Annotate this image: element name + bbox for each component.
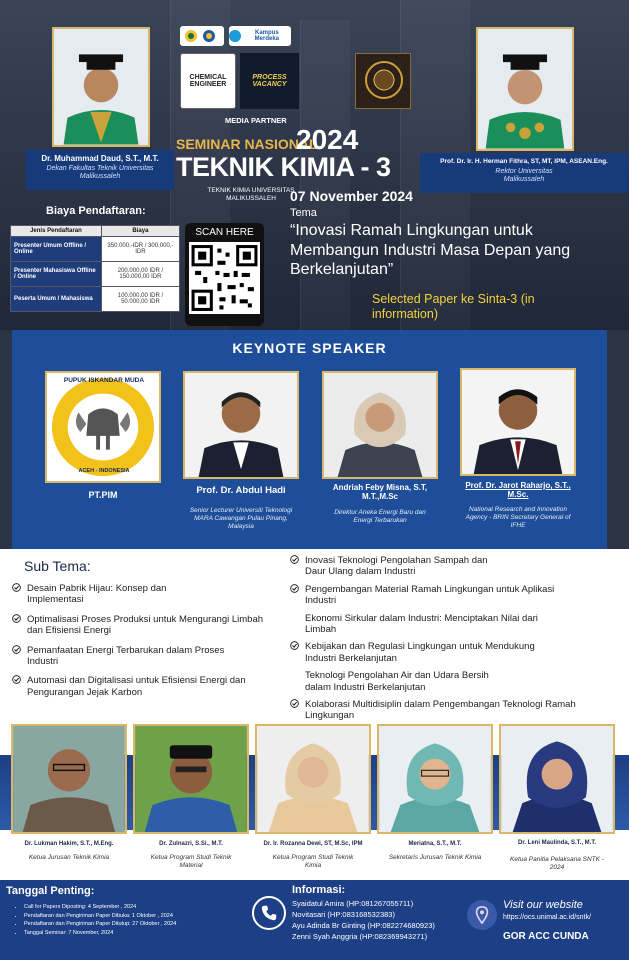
check-circle-icon bbox=[12, 614, 21, 623]
subtema-text: Kebijakan dan Regulasi Lingkungan untuk Mendukung Industri Berkelanjutan bbox=[305, 641, 535, 664]
subtema-text: Pemanfaatan Energi Terbarukan dalam Proses Industri bbox=[27, 644, 225, 667]
website-link[interactable]: https://ocs.unimal.ac.id/sntk/ bbox=[503, 914, 591, 921]
speaker-logo-pim bbox=[45, 371, 161, 483]
person-avatar-icon bbox=[379, 726, 491, 832]
check-circle-icon bbox=[12, 583, 21, 592]
fee-cost: 100.000,00 IDR / 50.000,00 IDR bbox=[101, 287, 179, 312]
official-label-rektor bbox=[420, 153, 628, 193]
subtema-text: Teknologi Pengolahan Air dan Udara Bersih dalam Industri Berkelanjutan bbox=[305, 670, 489, 693]
person-avatar-icon bbox=[135, 726, 247, 832]
list-item: • Pendaftaran dan Pengiriman Paper Dibuka: 1 Oktober , 2024 bbox=[24, 912, 236, 921]
phone-handset-icon bbox=[260, 904, 278, 922]
contact-item[interactable]: Syaidatul Amira (HP:081267055711) bbox=[292, 899, 414, 908]
list-item bbox=[290, 584, 590, 607]
media-partner-label: MEDIA PARTNER bbox=[225, 116, 287, 125]
subtema-text: Inovasi Teknologi Pengolahan Sampah dan Daur Ulang dalam Industri bbox=[305, 555, 488, 578]
person-avatar-icon bbox=[501, 726, 613, 832]
contact-list bbox=[292, 899, 435, 943]
fees-table bbox=[10, 225, 180, 312]
speaker-photo bbox=[183, 371, 299, 479]
committee-name: Dr. Lukman Hakim, S.T., M.Eng. bbox=[24, 841, 114, 847]
committee-role: Ketua Panitia Pelaksana SNTK - 2024 bbox=[510, 856, 604, 871]
list-item bbox=[290, 699, 590, 722]
event-title: TEKNIK KIMIA - 3 bbox=[176, 152, 391, 182]
pim-logo-text: PUPUK ISKANDAR MUDA bbox=[63, 377, 145, 384]
committee-role: Ketua Program Studi Teknik Material bbox=[150, 854, 232, 869]
selected-paper-note: Selected Paper ke Sinta-3 (in information) bbox=[372, 292, 535, 321]
speaker-name: Prof. Dr. Abdul Hadi bbox=[196, 485, 286, 496]
list-item bbox=[290, 670, 590, 693]
location-icon bbox=[467, 900, 497, 930]
committee-photo bbox=[133, 724, 249, 834]
committee-role: Sekretaris Jurusan Teknik Kimia bbox=[388, 854, 482, 861]
person-avatar-icon bbox=[257, 726, 369, 832]
fee-cost: 200.000,00 IDR / 150.000,00 IDR bbox=[101, 262, 179, 287]
event-subtitle: SEMINAR NASIONAL bbox=[176, 136, 318, 152]
list-item bbox=[290, 555, 590, 578]
contact-item[interactable]: Zenni Syah Anggria (HP:082369943271) bbox=[292, 931, 428, 941]
important-dates-list bbox=[16, 903, 236, 937]
list-item bbox=[290, 613, 590, 636]
university-logos bbox=[180, 26, 224, 46]
committee-name: Dr. Leni Maulinda, S.T., M.T. bbox=[517, 840, 596, 846]
kampus-merdeka-logo bbox=[229, 26, 291, 46]
list-item bbox=[12, 675, 282, 698]
official-photo-rektor bbox=[476, 27, 574, 151]
qr-label: SCAN HERE bbox=[195, 227, 254, 238]
person-avatar-icon bbox=[462, 370, 574, 474]
committee-role: Ketua Program Studi Teknik Kimia bbox=[272, 854, 354, 869]
phone-icon bbox=[252, 896, 286, 930]
speaker-affiliation: Direktur Aneka Energi Baru dan Energi Terbarukan bbox=[334, 509, 426, 525]
speaker-photo bbox=[460, 368, 576, 476]
official-photo-dekan bbox=[52, 27, 150, 147]
tema-label: Tema bbox=[290, 207, 317, 219]
speaker-name: PT.PIM bbox=[88, 490, 118, 500]
list-item: • Call for Papers Diposting: 4 September , 2024 bbox=[24, 903, 236, 912]
venue-text: GOR ACC CUNDA bbox=[503, 931, 589, 942]
fee-type: Presenter Umum Offline / Online bbox=[11, 237, 102, 262]
contact-item[interactable]: Novitasari (HP:083168532383) bbox=[292, 909, 395, 919]
subtema-text: Ekonomi Sirkular dalam Industri: Menciptakan Nilai dari Limbah bbox=[305, 612, 538, 635]
blu-badge-icon bbox=[229, 30, 241, 42]
committee-photo bbox=[11, 724, 127, 834]
fee-cost: 350.000,-IDR / 300.000,-IDR bbox=[101, 237, 179, 262]
chemical-engineer-text: CHEMICAL ENGINEER bbox=[189, 74, 227, 88]
keynote-title: KEYNOTE SPEAKER bbox=[232, 340, 387, 356]
check-circle-icon bbox=[290, 555, 299, 564]
kampus-merdeka-text: Kampus Merdeka bbox=[254, 30, 280, 42]
list-item bbox=[12, 645, 282, 668]
committee-name: Dr. Zulnazri, S.Si., M.T. bbox=[159, 841, 223, 847]
info-title: Informasi: bbox=[292, 884, 346, 896]
check-circle-icon bbox=[290, 641, 299, 650]
process-vacancy-text: PROCESS VACANCY bbox=[252, 74, 287, 88]
event-theme: “Inovasi Ramah Lingkungan untuk Membangun Industri Masa Depan yang Berkelanjutan” bbox=[290, 222, 571, 279]
table-row bbox=[11, 262, 180, 287]
ornament-logo-icon bbox=[356, 54, 412, 110]
speaker-affiliation: National Research and Innovation Agency - BRIN Secretary General of IFHE bbox=[465, 506, 571, 530]
official-role: Dekan Fakultas Teknik Universitas Malikussaleh bbox=[46, 165, 154, 181]
committee-photo bbox=[255, 724, 371, 834]
person-avatar-icon bbox=[54, 29, 148, 145]
person-avatar-icon bbox=[324, 373, 436, 477]
qr-code-icon bbox=[189, 242, 260, 314]
list-item: • Pendaftaran dan Pengiriman Paper Ditutup: 27 Oktober , 2024 bbox=[24, 920, 236, 929]
fees-title: Biaya Pendaftaran: bbox=[46, 205, 146, 217]
subtema-text: Optimalisasi Proses Produksi untuk Mengurangi Limbah dan Efisiensi Energi bbox=[27, 613, 264, 637]
list-item: • Tanggal Seminar: 7 November, 2024 bbox=[24, 929, 236, 938]
table-row bbox=[11, 287, 180, 312]
pim-elephant-logo-icon bbox=[49, 375, 157, 479]
website-label: Visit our website bbox=[503, 899, 583, 911]
check-circle-icon bbox=[290, 699, 299, 708]
subtema-text: Kolaborasi Multidisiplin dalam Pengembangan Teknologi Ramah Lingkungan bbox=[305, 698, 576, 722]
speaker-name: Andriah Feby Misna, S.T, M.T.,M.Sc bbox=[332, 483, 428, 501]
committee-photo bbox=[499, 724, 615, 834]
committee-photo bbox=[377, 724, 493, 834]
person-avatar-icon bbox=[478, 29, 572, 149]
check-circle-icon bbox=[12, 675, 21, 684]
committee-role: Ketua Jurusan Teknik Kimia bbox=[28, 854, 110, 861]
list-item bbox=[12, 614, 282, 637]
official-role: Rektor Universitas Malikussaleh bbox=[495, 168, 553, 184]
event-year: 2024 bbox=[296, 124, 359, 155]
check-circle-icon bbox=[290, 584, 299, 593]
official-name: Prof. Dr. Ir. H. Herman Fithra, ST, MT, IPM, ASEAN.Eng. bbox=[440, 158, 608, 165]
official-name: Dr. Muhammad Daud, S.T., M.T. bbox=[41, 154, 159, 163]
process-vacancy-logo bbox=[240, 53, 299, 109]
subtema-title: Sub Tema: bbox=[24, 558, 91, 574]
subtema-text: Automasi dan Digitalisasi untuk Efisiensi Energi dan Pengurangan Jejak Karbon bbox=[27, 675, 246, 698]
person-avatar-icon bbox=[185, 373, 297, 477]
committee-name: Dr. Ir. Rozanna Dewi, ST, M.Sc, IPM bbox=[263, 841, 363, 847]
speaker-affiliation: Senior Lecturer Universiti Teknologi MARA Cawangan Pulau Pinang, Malaysia bbox=[189, 507, 293, 531]
contact-item[interactable]: Ayu Adinda Br Ginting (HP:082274680923) bbox=[292, 920, 435, 930]
map-pin-icon bbox=[473, 906, 491, 924]
media-partner-logo bbox=[355, 53, 411, 109]
qr-code-block[interactable] bbox=[185, 223, 264, 326]
table-header-row bbox=[11, 226, 180, 237]
table-row bbox=[11, 237, 180, 262]
subtema-right-list bbox=[290, 555, 590, 722]
fee-type: Presenter Mahasiswa Offline / Online bbox=[11, 262, 102, 287]
organizer-text: TEKNIK KIMIA UNIVERSITAS MALIKUSSALEH bbox=[207, 187, 295, 202]
speaker-photo bbox=[322, 371, 438, 479]
list-item bbox=[12, 583, 282, 606]
person-avatar-icon bbox=[13, 726, 125, 832]
list-item bbox=[290, 641, 590, 664]
pim-logo-subtext: ACEH - INDONESIA bbox=[78, 468, 130, 474]
table-header: Biaya bbox=[101, 226, 179, 237]
event-date: 07 November 2024 bbox=[290, 188, 413, 204]
subtema-text: Pengembangan Material Ramah Lingkungan untuk Aplikasi Industri bbox=[305, 583, 555, 607]
important-dates-title: Tanggal Penting: bbox=[6, 885, 95, 897]
institution-logo-icon bbox=[183, 29, 221, 43]
subtema-left-list bbox=[12, 583, 282, 698]
table-header: Jenis Pendaftaran bbox=[11, 226, 102, 237]
official-label-dekan bbox=[26, 150, 174, 190]
committee-name: Meriatna, S.T., M.T. bbox=[408, 841, 462, 847]
fee-type: Peserta Umum / Mahasiswa bbox=[11, 287, 102, 312]
speaker-name[interactable]: Prof. Dr. Jarot Raharjo, S.T., M.Sc. bbox=[465, 481, 571, 499]
check-circle-icon bbox=[12, 645, 21, 654]
chemical-engineer-logo bbox=[180, 53, 236, 109]
subtema-text: Desain Pabrik Hijau: Konsep dan Implementasi bbox=[27, 583, 167, 606]
